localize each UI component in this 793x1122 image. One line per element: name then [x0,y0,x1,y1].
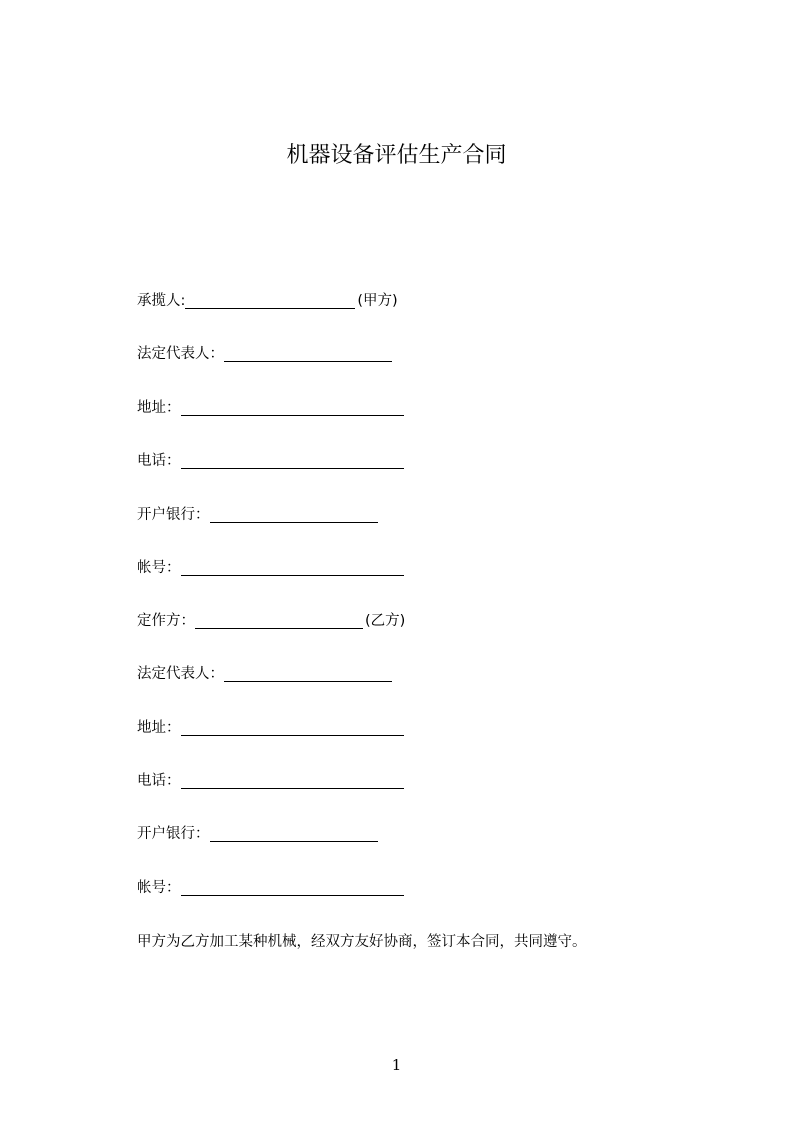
orderer-field [137,610,405,632]
party-b-bank-blank-line [210,825,378,842]
party-a-address-blank-line [181,399,404,416]
party-a-bank-label: 开户银行： [137,507,210,523]
party-b-phone-label: 电话： [137,773,181,789]
contractor-blank-line [185,292,355,309]
intro-paragraph: 甲方为乙方加工某种机械，经双方友好协商，签订本合同，共同遵守。 [137,934,587,950]
party-b-account-label: 帐号： [137,880,181,896]
party-a-legal-rep-blank-line [224,345,392,362]
party-a-address-label: 地址： [137,400,181,416]
party-a-account-label: 帐号： [137,560,181,576]
party-a-account-field [137,557,404,579]
party-a-phone-field [137,450,404,472]
party-a-bank-field [137,504,378,526]
party-a-address-field [137,397,404,419]
orderer-blank-line [195,612,363,629]
party-b-account-field [137,877,404,899]
party-b-address-blank-line [181,719,404,736]
party-b-legal-rep-label: 法定代表人： [137,666,224,682]
orderer-suffix: (乙方) [365,613,406,629]
orderer-label: 定作方： [137,613,195,629]
party-b-bank-label: 开户银行： [137,826,210,842]
contractor-field [137,290,398,312]
party-b-legal-rep-blank-line [224,665,392,682]
contractor-label: 承揽人: [137,293,186,309]
contractor-suffix: (甲方) [357,293,398,309]
party-b-address-label: 地址： [137,720,181,736]
party-a-bank-blank-line [210,506,378,523]
party-a-account-blank-line [181,559,404,576]
party-a-legal-rep-field [137,343,392,365]
party-b-phone-field [137,770,404,792]
party-a-legal-rep-label: 法定代表人： [137,346,224,362]
party-b-phone-blank-line [181,772,404,789]
party-b-address-field [137,717,404,739]
page-number: 1 [391,1056,402,1074]
party-b-account-blank-line [181,879,404,896]
party-a-phone-blank-line [181,452,404,469]
party-b-bank-field [137,823,378,845]
document-title: 机器设备评估生产合同 [286,143,507,168]
party-b-legal-rep-field [137,663,392,685]
party-a-phone-label: 电话： [137,453,181,469]
